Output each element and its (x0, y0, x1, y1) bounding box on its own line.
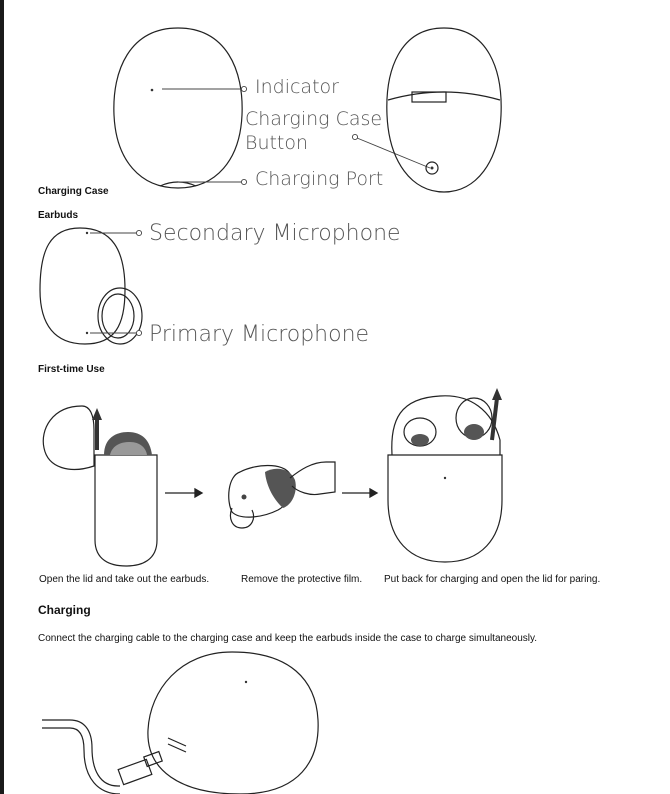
section-charging-case: Charging Case (38, 186, 109, 197)
secondary-mic-label: Secondary Microphone (149, 221, 401, 246)
charging-instructions: Connect the charging cable to the charging case and keep the earbuds inside the case to charge simultaneously. (38, 633, 538, 644)
earbud-illustration (40, 228, 142, 344)
indicator-label: Indicator (255, 76, 339, 98)
charging-case-back-illustration (387, 28, 501, 192)
primary-mic-label: Primary Microphone (149, 322, 370, 347)
step-put-back-illustration (388, 388, 502, 562)
case-button-label-line2: Button (245, 132, 309, 154)
charging-illustration (42, 652, 318, 794)
step-caption-3: Put back for charging and open the lid for paring. (384, 574, 601, 585)
charging-case-front-illustration (114, 28, 242, 188)
charging-port-label: Charging Port (255, 168, 384, 190)
step-caption-2: Remove the protective film. (241, 574, 363, 585)
section-earbuds: Earbuds (38, 210, 79, 221)
case-button-label-line1: Charging Case (245, 108, 383, 130)
step-caption-1: Open the lid and take out the earbuds. (39, 574, 210, 585)
step-open-lid-illustration (43, 406, 157, 566)
section-charging: Charging (38, 603, 91, 617)
step-remove-film-illustration (229, 462, 335, 528)
section-first-time-use: First-time Use (38, 364, 105, 375)
